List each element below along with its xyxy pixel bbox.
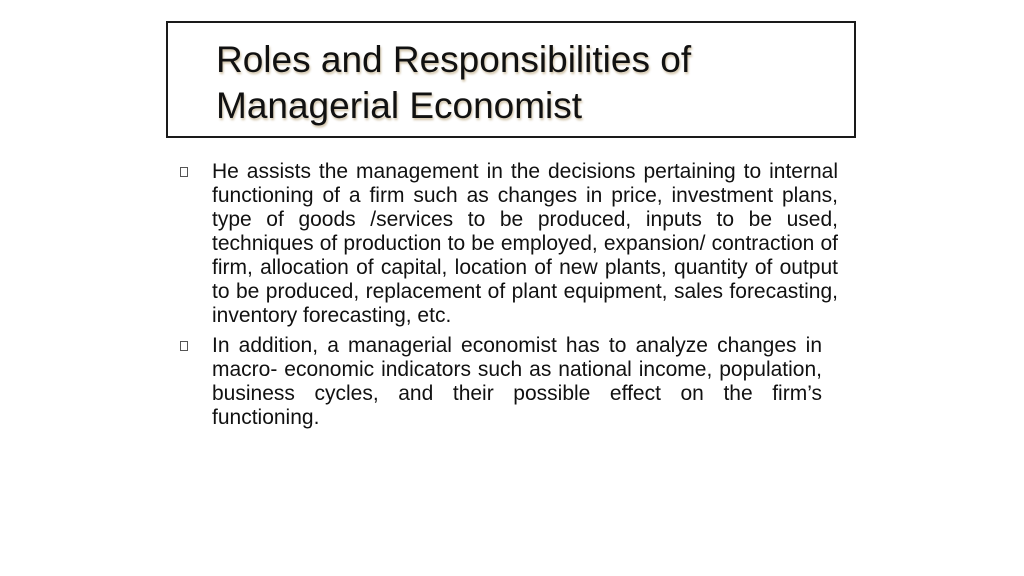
title-line-1: Roles and Responsibilities of	[216, 39, 692, 80]
slide-title	[216, 37, 691, 129]
bullet-list	[180, 160, 838, 436]
bullet-text: In addition, a managerial economist has to analyze changes in macro- economic indicators such as national income, population, business cycles, and their possible effect on the firm’s functioning.	[212, 334, 822, 429]
bullet-square-icon	[180, 167, 188, 177]
title-box	[166, 21, 856, 138]
bullet-item	[180, 334, 838, 430]
bullet-item	[180, 160, 838, 328]
title-line-2: Managerial Economist	[216, 85, 583, 126]
bullet-text: He assists the management in the decisions pertaining to internal functioning of a firm such as changes in price, investment plans, type of goods /services to be produced, inputs to be used, techniques of production to be employed, expansion/ contraction of firm, allocation of capital, location of new plants, quantity of output to be produced, replacement of plant equipment, sales forecasting, inventory forecasting, etc.	[212, 160, 838, 327]
bullet-square-icon	[180, 341, 188, 351]
